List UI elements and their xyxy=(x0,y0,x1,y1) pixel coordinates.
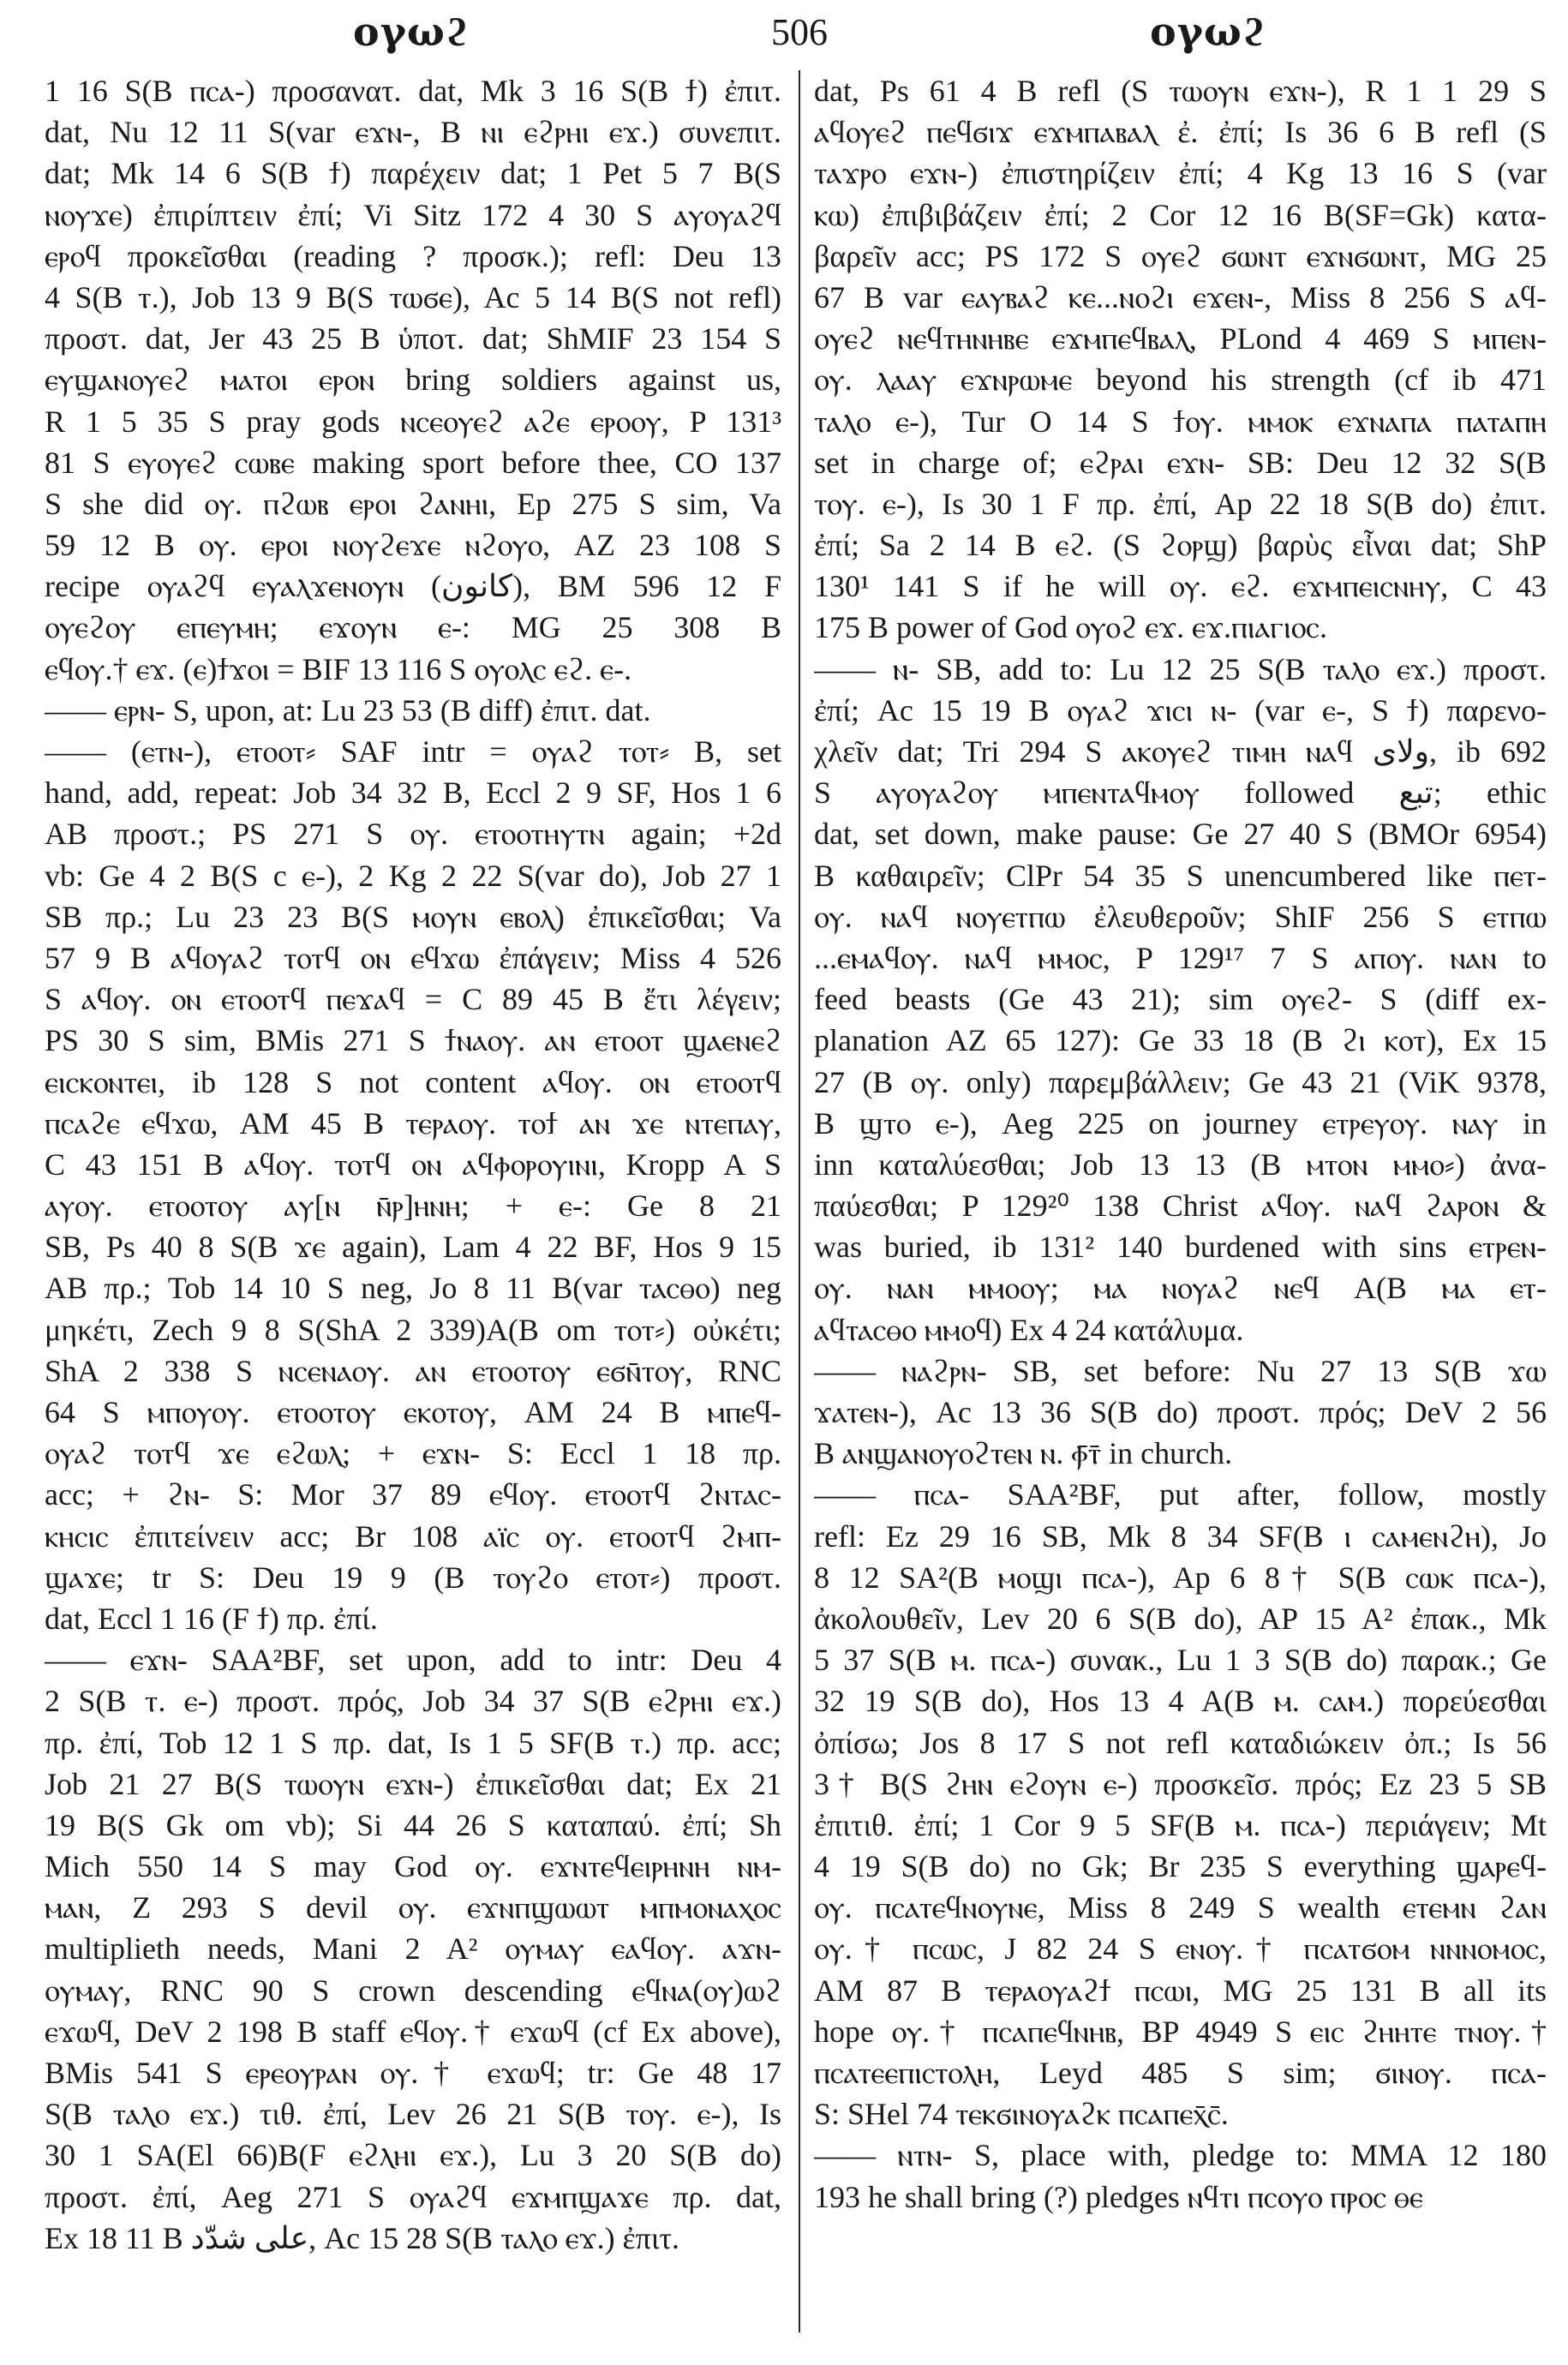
left-column-line: 81 S ⲉⲩⲟⲩⲉϩ ⲥⲱⲃⲉ making sport before thee, CO 137 xyxy=(45,445,781,480)
right-column-line: AM 87 B ⲧⲉⲣⲁⲟⲩⲁϩϯ ⲡⲥⲱⲓ, MG 25 131 B all its xyxy=(814,1973,1547,2008)
left-column-line: R 1 5 35 S pray gods ⲛⲥⲉⲟⲩⲉϩ ⲁϩⲉ ⲉⲣⲟⲟⲩ, P 131³ xyxy=(45,404,781,439)
right-column-line: ⲟⲩⲉϩ ⲛⲉϥⲧⲏⲛⲏⲃⲉ ⲉϫⲙⲡⲉϥⲃⲁⲗ, PLond 4 469 S ⲙⲡⲉⲛ- xyxy=(814,321,1547,356)
right-column-line: ⲟⲩ. ⲛⲁⲛ ⲙⲙⲟⲟⲩ; ⲙⲁ ⲛⲟⲩⲁϩ ⲛⲉϥ A(B ⲙⲁ ⲉⲧ- xyxy=(814,1271,1547,1306)
left-column-line: dat, Eccl 1 16 (F ϯ) πρ. ἐπί. xyxy=(45,1601,378,1636)
left-column-line: —— ⲉϫⲛ- SAA²BF, set upon, add to intr: Deu 4 xyxy=(45,1643,781,1678)
running-head-left: ογωϩ xyxy=(353,9,470,55)
left-column-line: ⲉⲩϣⲁⲛⲟⲩⲉϩ ⲙⲁⲧⲟⲓ ⲉⲣⲟⲛ bring soldiers against us, xyxy=(45,362,781,398)
left-column-line: προστ. dat, Jer 43 25 B ὑποτ. dat; ShMIF 23 154 S xyxy=(45,321,781,356)
right-column-line: B καθαιρεῖν; ClPr 54 35 S unencumbered like ⲡⲉⲧ- xyxy=(814,858,1547,893)
right-column-line: ...ⲉⲙⲁϥⲟⲩ. ⲛⲁϥ ⲙⲙⲟⲥ, P 129¹⁷ 7 S ⲁⲡⲟⲩ. ⲛⲁⲛ to xyxy=(814,940,1547,975)
left-column-line: ⲙⲁⲛ, Z 293 S devil ⲟⲩ. ⲉϫⲛⲡϣⲱⲱⲧ ⲙⲡⲙⲟⲛⲁⲭⲟⲥ xyxy=(45,1890,781,1925)
right-column-line: B ⲁⲛϣⲁⲛⲟⲩⲟϩⲧⲉⲛ ⲛ. ⲫ̄ⲧ̄ in church. xyxy=(814,1436,1233,1471)
left-column-line: S(B ⲧⲁⲗⲟ ⲉϫ.) τιθ. ἐπί, Lev 26 21 S(B ⲧⲟⲩ. ⲉ-), Is xyxy=(45,2097,781,2132)
left-column-line: ϣⲁϫⲉ; tr S: Deu 19 9 (B ⲧⲟⲩϩⲟ ⲉⲧⲟⲧ⸗) προστ. xyxy=(45,1560,781,1595)
right-column-line: ἐπιτιθ. ἐπί; 1 Cor 9 5 SF(B ⲙ. ⲡⲥⲁ-) περιάγειν; Mt xyxy=(814,1807,1547,1842)
left-column-line: SB πρ.; Lu 23 23 B(S ⲙⲟⲩⲛ ⲉⲃⲟⲗ) ἐπικεῖσθαι; Va xyxy=(45,899,781,934)
right-column-line: ⲟⲩ.† ⲡⲥⲱⲥ, J 82 24 S ⲉⲛⲟⲩ.† ⲡⲥⲁⲧϭⲟⲙ ⲛⲛⲛⲟⲙⲟⲥ, xyxy=(814,1931,1547,1967)
right-column-line: ἐπί; Ac 15 19 B ⲟⲩⲁϩ ϫⲓⲥⲓ ⲛ- (var ⲉ-, S ϯ) παρενο- xyxy=(814,692,1547,727)
right-column-line: ⲕⲱ) ἐπιβιβάζειν ἐπί; 2 Cor 12 16 B(SF=Gk) κατα- xyxy=(814,197,1547,232)
right-column-line: 32 19 S(B do), Hos 13 4 A(B ⲙ. ⲥⲁⲙ.) πορεύεσθαι xyxy=(814,1684,1547,1719)
left-column xyxy=(45,70,781,2259)
left-column-line: AB προστ.; PS 271 S ⲟⲩ. ⲉⲧⲟⲟⲧⲏⲩⲧⲛ again; +2d xyxy=(45,817,781,852)
right-column-line: ⲁϥⲟⲩⲉϩ ⲡⲉϥϭⲓϫ ⲉϫⲙⲡⲁⲃⲁⲗ ἐ. ἐπί; Is 36 6 B refl (S xyxy=(814,115,1547,150)
left-column-line: ⲕⲏⲥⲓⲥ ἐπιτείνειν acc; Br 108 ⲁⲓ̈ⲥ ⲟⲩ. ⲉⲧⲟⲟⲧϥ ϩⲙⲡ- xyxy=(45,1518,781,1554)
left-column-line: Job 21 27 B(S ⲧⲱⲟⲩⲛ ⲉϫⲛ-) ἐπικεῖσθαι dat; Ex 21 xyxy=(45,1766,781,1801)
right-column-line: refl: Ez 29 16 SB, Mk 8 34 SF(B ⲓ ⲥⲁⲙⲉⲛϩⲏ), Jo xyxy=(814,1518,1547,1554)
right-column-line: ἀκολουθεῖν, Lev 20 6 S(B do), AP 15 A² ἐπακ., Mk xyxy=(814,1601,1547,1636)
right-column-line: 8 12 SA²(B ⲙⲟϣⲓ ⲡⲥⲁ-), Ap 6 8† S(B ⲥⲱⲕ ⲡⲥⲁ-), xyxy=(814,1560,1547,1595)
right-column-line: 3† B(S ϩⲏⲛ ⲉϩⲟⲩⲛ ⲉ-) προσκεῖσ. πρός; Ez 23 5 SB xyxy=(814,1766,1547,1801)
left-column-line: ShA 2 338 S ⲛⲥⲉⲛⲁⲟⲩ. ⲁⲛ ⲉⲧⲟⲟⲧⲟⲩ ⲉϭⲛ̄ⲧⲟⲩ, RNC xyxy=(45,1353,781,1388)
right-column-line: 175 B power of God ⲟⲩⲟϩ ⲉϫ. ⲉϫ.ⲡⲓⲁⲅⲓⲟⲥ. xyxy=(814,610,1327,645)
left-column-line: C 43 151 B ⲁϥⲟⲩ. ⲧⲟⲧϥ ⲟⲛ ⲁϥⲫⲟⲣⲟⲩⲓⲛⲓ, Kropp A S xyxy=(45,1147,781,1182)
right-column-line: 193 he shall bring (?) pledges ⲛϥⲧⲓ ⲡⲥⲟⲩⲟ ⲡⲣⲟⲥ ⲑⲉ xyxy=(814,2179,1423,2214)
left-column-line: ⲟⲩⲁϩ ⲧⲟⲧϥ ϫⲉ ⲉϩⲱⲗ; + ⲉϫⲛ- S: Eccl 1 18 πρ. xyxy=(45,1436,781,1471)
right-column xyxy=(814,70,1547,2218)
left-column-line: 64 S ⲙⲡⲟⲩⲟⲩ. ⲉⲧⲟⲟⲧⲟⲩ ⲉⲕⲟⲧⲟⲩ, AM 24 B ⲙⲡⲉϥ- xyxy=(45,1395,781,1429)
left-column-line: vb: Ge 4 2 B(S c ⲉ-), 2 Kg 2 22 S(var do), Job 27 1 xyxy=(45,858,781,893)
left-column-line: ⲉⲓⲥⲕⲟⲛⲧⲉⲓ, ib 128 S not content ⲁϥⲟⲩ. ⲟⲛ ⲉⲧⲟⲟⲧϥ xyxy=(45,1064,781,1099)
right-column-line: —— ⲛ- SB, add to: Lu 12 25 S(B ⲧⲁⲗⲟ ⲉϫ.) προστ. xyxy=(814,651,1547,686)
left-column-line: —— ⲉⲣⲛ- S, upon, at: Lu 23 53 (B diff) ἐπιτ. dat. xyxy=(45,692,651,727)
right-column-line: planation AZ 65 127): Ge 33 18 (B ϩⲓ ⲕⲟⲧ), Ex 15 xyxy=(814,1023,1547,1058)
left-column-line: recipe ⲟⲩⲁϩϥ ⲉⲩⲁⲗϫⲉⲛⲟⲩⲛ (كانون), BM 596 12 F xyxy=(45,569,781,604)
right-column-line: 130¹ 141 S if he will ⲟⲩ. ⲉϩ. ⲉϫⲙⲡⲉⲓⲥⲛⲏⲩ, C 43 xyxy=(814,569,1547,604)
right-column-line: 5 37 S(B ⲙ. ⲡⲥⲁ-) συνακ., Lu 1 3 S(B do) παρακ.; Ge xyxy=(814,1643,1547,1678)
left-column-line: dat, Nu 12 11 S(var ⲉϫⲛ-, B ⲛⲓ ⲉϩⲣⲏⲓ ⲉϫ.) συνεπιτ. xyxy=(45,115,781,150)
left-column-line: προστ. ἐπί, Aeg 271 S ⲟⲩⲁϩϥ ⲉϫⲙⲡϣⲁϫⲉ πρ. dat, xyxy=(45,2179,781,2214)
left-column-line: PS 30 S sim, BMis 271 S ϯⲛⲁⲟⲩ. ⲁⲛ ⲉⲧⲟⲟⲧ ϣⲁⲉⲛⲉϩ xyxy=(45,1023,781,1058)
right-column-line: βαρεῖν acc; PS 172 S ⲟⲩⲉϩ ϭⲱⲛⲧ ⲉϫⲛϭⲱⲛⲧ, MG 25 xyxy=(814,238,1547,273)
column-divider xyxy=(799,70,800,2332)
running-head-right: ογωϩ xyxy=(1150,9,1266,55)
left-column-line: 59 12 B ⲟⲩ. ⲉⲣⲟⲓ ⲛⲟⲩϩⲉϫⲉ ⲛϩⲟⲩⲟ, AZ 23 108 S xyxy=(45,528,781,563)
left-column-line: SB, Ps 40 8 S(B ϫⲉ again), Lam 4 22 BF, Hos 9 15 xyxy=(45,1230,781,1265)
right-column-line: 4 19 S(B do) no Gk; Br 235 S everything ϣⲁⲣⲉϥ- xyxy=(814,1849,1547,1884)
left-column-line: hand, add, repeat: Job 34 32 B, Eccl 2 9 SF, Hos 1 6 xyxy=(45,775,781,811)
left-column-line: Ex 18 11 B على شدّد, Ac 15 28 S(B ⲧⲁⲗⲟ ⲉϫ.) ἐπιτ. xyxy=(45,2220,679,2255)
right-column-line: ⲧⲁϫⲣⲟ ⲉϫⲛ-) ἐπιστηρίζειν ἐπί; 4 Kg 13 16 S (var xyxy=(814,156,1547,191)
left-column-line: ⲟⲩⲉϩⲟⲩ ⲉⲡⲉⲩⲙⲏ; ⲉϫⲟⲩⲛ ⲉ-: MG 25 308 B xyxy=(45,610,781,645)
page-header xyxy=(45,9,1535,65)
left-column-line: ⲟⲩⲙⲁⲩ, RNC 90 S crown descending ⲉϥⲛⲁ(ⲟⲩ)ⲱϩ xyxy=(45,1973,781,2008)
right-column-line: ⲟⲩ. ⲡⲥⲁⲧⲉϥⲛⲟⲩⲛⲉ, Miss 8 249 S wealth ⲉⲧⲉⲙⲛ ϩⲁⲛ xyxy=(814,1890,1547,1925)
right-column-line: S: SHel 74 ⲧⲉⲕϭⲓⲛⲟⲩⲁϩⲕ ⲡⲥⲁⲡⲉⲭ̄ⲥ̄. xyxy=(814,2097,1229,2132)
right-column-line: feed beasts (Ge 43 21); sim ⲟⲩⲉϩ- S (diff ex- xyxy=(814,982,1547,1017)
right-column-line: 67 B var ⲉⲁⲩⲃⲁϩ ⲕⲉ...ⲛⲟϩⲓ ⲉϫⲉⲛ-, Miss 8 256 S ⲁϥ- xyxy=(814,279,1547,314)
right-column-line: ⲧⲟⲩ. ⲉ-), Is 30 1 F πρ. ἐπί, Ap 22 18 S(B do) ἐπιτ. xyxy=(814,486,1547,521)
right-column-line: inn καταλύεσθαι; Job 13 13 (B ⲙⲧⲟⲛ ⲙⲙⲟ⸗) ἀνα- xyxy=(814,1147,1547,1182)
left-column-line: ⲉϥⲟⲩ.† ⲉϫ. (ⲉ)ϯϫⲟⲓ = BIF 13 116 S ⲟⲩⲟⲗⲥ ⲉϩ. ⲉ-. xyxy=(45,651,632,686)
left-column-line: 57 9 B ⲁϥⲟⲩⲁϩ ⲧⲟⲧϥ ⲟⲛ ⲉϥϫⲱ ἐπάγειν; Miss 4 526 xyxy=(45,940,781,975)
right-column-line: ⲟⲩ. ⲛⲁϥ ⲛⲟⲩⲉⲧⲡⲱ ἐλευθεροῦν; ShIF 256 S ⲉⲧⲡⲱ xyxy=(814,899,1547,934)
left-column-line: 30 1 SA(El 66)B(F ⲉϩⲗⲏⲓ ⲉϫ.), Lu 3 20 S(B do) xyxy=(45,2138,781,2173)
left-column-line: πρ. ἐπί, Tob 12 1 S πρ. dat, Is 1 5 SF(B ⲧ.) πρ. acc; xyxy=(45,1725,781,1760)
right-column-line: —— ⲡⲥⲁ- SAA²BF, put after, follow, mostly xyxy=(814,1477,1547,1512)
left-column-line: 2 S(B ⲧ. ⲉ-) προστ. πρός, Job 34 37 S(B ⲉϩⲣⲏⲓ ⲉϫ.) xyxy=(45,1684,781,1719)
right-column-line: set in charge of; ⲉϩⲣⲁⲓ ⲉϫⲛ- SB: Deu 12 32 S(B xyxy=(814,445,1547,480)
right-column-line: hope ⲟⲩ.† ⲡⲥⲁⲡⲉϥⲛⲏⲃ, BP 4949 S ⲉⲓⲥ ϩⲏⲏⲧⲉ ⲧⲛⲟⲩ.† xyxy=(814,2014,1547,2049)
left-column-line: ⲡⲥⲁϩⲉ ⲉϥϫⲱ, AM 45 B ⲧⲉⲣⲁⲟⲩ. ⲧⲟϯ ⲁⲛ ϫⲉ ⲛⲧⲉⲡⲁⲩ, xyxy=(45,1105,781,1141)
left-column-line: S ⲁϥⲟⲩ. ⲟⲛ ⲉⲧⲟⲟⲧϥ ⲡⲉϫⲁϥ = C 89 45 B ἔτι λέγειν; xyxy=(45,982,781,1017)
right-column-line: ἐπί; Sa 2 14 B ⲉϩ. (S ϩⲟⲣϣ) βαρὺς εἶναι dat; ShP xyxy=(814,528,1547,563)
right-column-line: S ⲁⲩⲟⲩⲁϩⲟⲩ ⲙⲡⲉⲛⲧⲁϥⲙⲟⲩ followed تبع; ethic xyxy=(814,775,1547,811)
right-column-line: dat, set down, make pause: Ge 27 40 S (BMOr 6954) xyxy=(814,817,1547,852)
left-column-line: BMis 541 S ⲉⲣⲉⲟⲩⲣⲁⲛ ⲟⲩ.† ⲉϫⲱϥ; tr: Ge 48 17 xyxy=(45,2056,781,2090)
right-column-line: B ϣⲧⲟ ⲉ-), Aeg 225 on journey ⲉⲧⲣⲉⲩⲟⲩ. ⲛⲁⲩ in xyxy=(814,1105,1547,1141)
left-column-line: ⲉϫⲱϥ, DeV 2 198 B staff ⲉϥⲟⲩ.† ⲉϫⲱϥ (cf Ex above), xyxy=(45,2014,781,2049)
left-column-line: S she did ⲟⲩ. ⲡϩⲱⲃ ⲉⲣⲟⲓ ϩⲁⲛⲏⲓ, Ep 275 S sim, Va xyxy=(45,486,781,521)
left-column-line: AB πρ.; Tob 14 10 S neg, Jo 8 11 B(var ⲧⲁⲥⲑⲟ) neg xyxy=(45,1271,781,1306)
right-column-line: ὀπίσω; Jos 8 17 S not refl καταδιώκειν ὀπ.; Is 56 xyxy=(814,1725,1547,1760)
page-number: 506 xyxy=(771,11,828,53)
right-column-line: παύεσθαι; P 129²⁰ 138 Christ ⲁϥⲟⲩ. ⲛⲁϥ ϩⲁⲣⲟⲛ & xyxy=(814,1188,1547,1224)
right-column-line: 27 (B ⲟⲩ. only) παρεμβάλλειν; Ge 43 21 (ViK 9378, xyxy=(814,1064,1547,1099)
right-column-line: dat, Ps 61 4 B refl (S ⲧⲱⲟⲩⲛ ⲉϫⲛ-), R 1 1 29 S xyxy=(814,74,1547,108)
right-column-line: χλεῖν dat; Tri 294 S ⲁⲕⲟⲩⲉϩ ⲧⲓⲙⲏ ⲛⲁϥ ولاى, ib 692 xyxy=(814,734,1547,769)
right-column-line: ⲡⲥⲁⲧⲉⲉⲡⲓⲥⲧⲟⲗⲏ, Leyd 485 S sim; ϭⲓⲛⲟⲩ. ⲡⲥⲁ- xyxy=(814,2056,1547,2090)
left-column-line: multiplieth needs, Mani 2 A² ⲟⲩⲙⲁⲩ ⲉⲁϥⲟⲩ. ⲁϫⲛ- xyxy=(45,1931,781,1967)
left-column-line: dat; Mk 14 6 S(B ϯ) παρέχειν dat; 1 Pet 5 7 B(S xyxy=(45,156,781,191)
left-column-line: 19 B(S Gk om vb); Si 44 26 S καταπαύ. ἐπί; Sh xyxy=(45,1807,781,1842)
left-column-line: μηκέτι, Zech 9 8 S(ShA 2 339)A(B om ⲧⲟⲧ⸗) οὐκέτι; xyxy=(45,1312,781,1347)
right-column-line: ⲁϥⲧⲁⲥⲑⲟ ⲙⲙⲟϥ) Ex 4 24 κατάλυμα. xyxy=(814,1312,1244,1347)
left-column-line: 1 16 S(B ⲡⲥⲁ-) προσανατ. dat, Mk 3 16 S(B ϯ) ἐπιτ. xyxy=(45,74,781,108)
right-column-line: ϫⲁⲧⲉⲛ-), Ac 13 36 S(B do) προστ. πρός; DeV 2 56 xyxy=(814,1395,1547,1429)
left-column-line: 4 S(B ⲧ.), Job 13 9 B(S ⲧⲱϭⲉ), Ac 5 14 B(S not refl) xyxy=(45,279,781,314)
left-column-line: ⲁⲩⲟⲩ. ⲉⲧⲟⲟⲧⲟⲩ ⲁⲩ[ⲛ ⲛ̄ⲣ]ⲏⲛⲏ; + ⲉ-: Ge 8 21 xyxy=(45,1188,781,1224)
left-column-line: —— (ⲉⲧⲛ-), ⲉⲧⲟⲟⲧ⸗ SAF intr = ⲟⲩⲁϩ ⲧⲟⲧ⸗ B, set xyxy=(45,734,781,769)
left-column-line: ⲛⲟⲩϫⲉ) ἐπιρίπτειν ἐπί; Vi Sitz 172 4 30 S ⲁⲩⲟⲩⲁϩϥ xyxy=(45,197,781,232)
left-column-line: acc; + ϩⲛ- S: Mor 37 89 ⲉϥⲟⲩ. ⲉⲧⲟⲟⲧϥ ϩⲛⲧⲁⲥ- xyxy=(45,1477,781,1512)
right-column-line: —— ⲛⲁϩⲣⲛ- SB, set before: Nu 27 13 S(B ϫⲱ xyxy=(814,1353,1547,1388)
right-column-line: ⲧⲁⲗⲟ ⲉ-), Tur O 14 S ϯⲟⲩ. ⲙⲙⲟⲕ ⲉϫⲛⲁⲡⲁ ⲡⲁⲧⲁⲡⲏ xyxy=(814,404,1547,439)
left-column-line: ⲉⲣⲟϥ προκεῖσθαι (reading ? προσκ.); refl: Deu 13 xyxy=(45,238,781,273)
right-column-line: —— ⲛⲧⲛ- S, place with, pledge to: MMA 12 180 xyxy=(814,2138,1547,2173)
right-column-line: ⲟⲩ. ⲗⲁⲁⲩ ⲉϫⲛⲣⲱⲙⲉ beyond his strength (cf ib 471 xyxy=(814,362,1547,398)
left-column-line: Mich 550 14 S may God ⲟⲩ. ⲉϫⲛⲧⲉϥⲉⲓⲣⲏⲛⲏ ⲛⲙ- xyxy=(45,1849,781,1884)
right-column-line: was buried, ib 131² 140 burdened with sins ⲉⲧⲣⲉⲛ- xyxy=(814,1230,1547,1265)
